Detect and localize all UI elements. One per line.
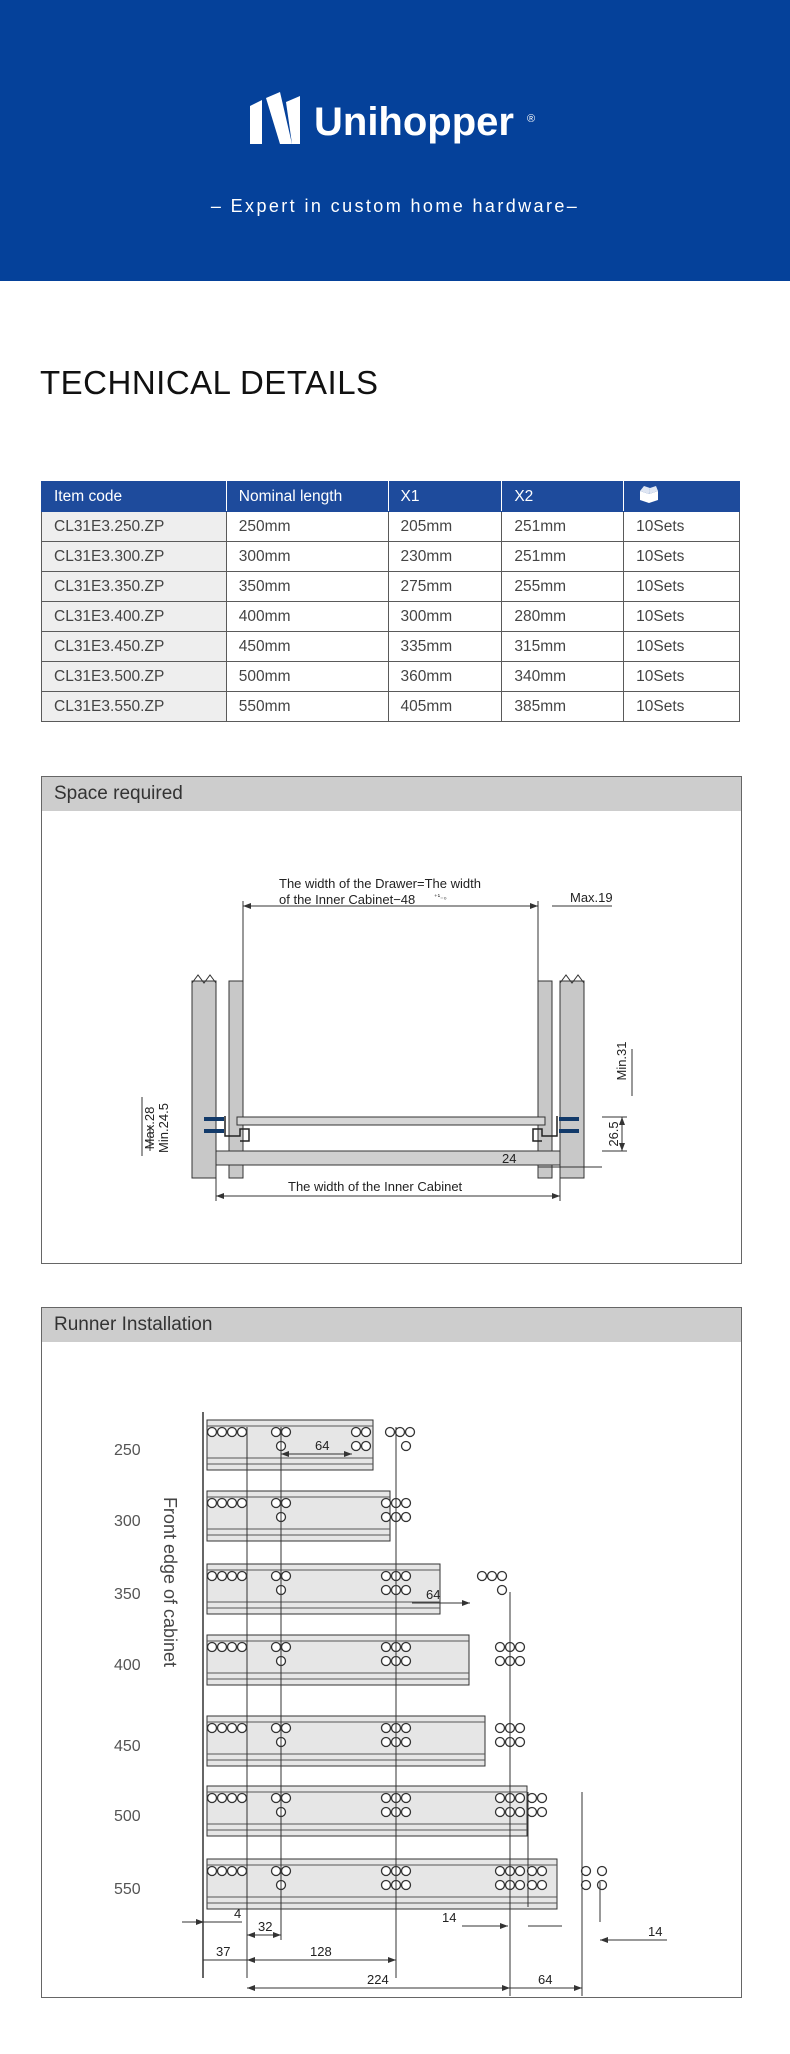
logo-mark-icon [250, 92, 300, 144]
cell-qty: 10Sets [624, 602, 740, 632]
cell-x1: 230mm [388, 542, 502, 572]
cell-qty: 10Sets [624, 692, 740, 722]
front-edge-label: Front edge of cabinet [160, 1496, 180, 1668]
mounting-hole-icon [238, 1428, 247, 1437]
mounting-hole-icon [538, 1808, 547, 1817]
dim-64b: 64 [426, 1587, 441, 1602]
col-package [624, 482, 740, 512]
mounting-hole-icon [282, 1643, 291, 1652]
d24-label: 24 [502, 1151, 517, 1166]
mounting-hole-icon [272, 1428, 281, 1437]
mounting-hole-icon [238, 1499, 247, 1508]
mounting-hole-icon [402, 1513, 411, 1522]
runner-length-label: 500 [114, 1808, 141, 1825]
cell-x2: 255mm [502, 572, 624, 602]
cell-qty: 10Sets [624, 662, 740, 692]
cell-nominal: 250mm [226, 512, 388, 542]
mounting-hole-icon [228, 1867, 237, 1876]
cell-nominal: 450mm [226, 632, 388, 662]
right-drawer-side [538, 981, 552, 1178]
mounting-hole-icon [218, 1572, 227, 1581]
mounting-hole-icon [528, 1867, 537, 1876]
cell-qty: 10Sets [624, 572, 740, 602]
mounting-hole-icon [538, 1881, 547, 1890]
mounting-hole-icon [402, 1881, 411, 1890]
dim-64a: 64 [315, 1438, 330, 1453]
cell-x2: 251mm [502, 542, 624, 572]
mounting-hole-icon [382, 1499, 391, 1508]
mounting-hole-icon [282, 1867, 291, 1876]
screw-icon [559, 1117, 579, 1121]
mounting-hole-icon [272, 1643, 281, 1652]
mounting-hole-icon [362, 1428, 371, 1437]
cell-code: CL31E3.250.ZP [42, 512, 227, 542]
mounting-hole-icon [516, 1794, 525, 1803]
mounting-hole-icon [496, 1794, 505, 1803]
max28-label: Max.28 [142, 1106, 157, 1150]
mounting-hole-icon [402, 1738, 411, 1747]
cell-x2: 251mm [502, 512, 624, 542]
runner-length-label: 550 [114, 1881, 141, 1898]
screw-icon [204, 1117, 224, 1121]
mounting-hole-icon [272, 1724, 281, 1733]
box-icon [636, 484, 662, 504]
mounting-hole-icon [228, 1724, 237, 1733]
cell-nominal: 350mm [226, 572, 388, 602]
screw-icon [559, 1129, 579, 1133]
runner-length-label: 350 [114, 1586, 141, 1603]
mounting-hole-icon [598, 1867, 607, 1876]
cell-code: CL31E3.400.ZP [42, 602, 227, 632]
mounting-hole-icon [528, 1794, 537, 1803]
mounting-hole-icon [382, 1808, 391, 1817]
page-title: TECHNICAL DETAILS [40, 364, 379, 401]
runner-length-label: 450 [114, 1738, 141, 1755]
mounting-hole-icon [238, 1867, 247, 1876]
runner-length-label: 300 [114, 1513, 141, 1530]
col-nominal-length: Nominal length [226, 482, 388, 512]
mounting-hole-icon [382, 1657, 391, 1666]
spec-table [41, 481, 740, 722]
mounting-hole-icon [538, 1867, 547, 1876]
col-item-code: Item code [42, 482, 227, 512]
mounting-hole-icon [218, 1428, 227, 1437]
cell-qty: 10Sets [624, 632, 740, 662]
dim-4: 4 [234, 1906, 242, 1921]
mounting-hole-icon [272, 1794, 281, 1803]
mounting-hole-icon [218, 1724, 227, 1733]
mounting-hole-icon [496, 1724, 505, 1733]
mounting-hole-icon [238, 1794, 247, 1803]
cell-code: CL31E3.300.ZP [42, 542, 227, 572]
cell-nominal: 300mm [226, 542, 388, 572]
table-row [42, 692, 740, 722]
mounting-hole-icon [516, 1881, 525, 1890]
mounting-hole-icon [218, 1794, 227, 1803]
mounting-hole-icon [208, 1428, 217, 1437]
mounting-hole-icon [208, 1867, 217, 1876]
mounting-hole-icon [496, 1657, 505, 1666]
cell-x2: 280mm [502, 602, 624, 632]
mounting-hole-icon [382, 1724, 391, 1733]
inner-cabinet-width-label: The width of the Inner Cabinet [288, 1179, 463, 1194]
mounting-hole-icon [382, 1643, 391, 1652]
mounting-hole-icon [402, 1794, 411, 1803]
cell-qty: 10Sets [624, 512, 740, 542]
dim-14a: 14 [442, 1910, 457, 1925]
mounting-hole-icon [352, 1442, 361, 1451]
cell-code: CL31E3.350.ZP [42, 572, 227, 602]
runner-length-label: 250 [114, 1442, 141, 1459]
mounting-hole-icon [402, 1657, 411, 1666]
mounting-hole-icon [272, 1499, 281, 1508]
mounting-hole-icon [402, 1572, 411, 1581]
mounting-hole-icon [402, 1808, 411, 1817]
space-diagram [42, 811, 741, 1262]
mounting-hole-icon [218, 1643, 227, 1652]
dim-14b: 14 [648, 1924, 663, 1939]
mounting-hole-icon [382, 1586, 391, 1595]
cell-x1: 205mm [388, 512, 502, 542]
mounting-hole-icon [582, 1867, 591, 1876]
runner-rail [207, 1635, 469, 1685]
cell-x2: 385mm [502, 692, 624, 722]
mounting-hole-icon [406, 1428, 415, 1437]
mounting-hole-icon [496, 1738, 505, 1747]
mounting-hole-icon [528, 1881, 537, 1890]
mounting-hole-icon [238, 1572, 247, 1581]
mounting-hole-icon [498, 1572, 507, 1581]
mounting-hole-icon [478, 1572, 487, 1581]
mounting-hole-icon [516, 1724, 525, 1733]
mounting-hole-icon [386, 1428, 395, 1437]
mounting-hole-icon [496, 1867, 505, 1876]
mounting-hole-icon [208, 1724, 217, 1733]
mounting-hole-icon [402, 1442, 411, 1451]
mounting-hole-icon [282, 1572, 291, 1581]
mounting-hole-icon [402, 1724, 411, 1733]
mounting-hole-icon [382, 1867, 391, 1876]
mounting-hole-icon [516, 1867, 525, 1876]
mounting-hole-icon [382, 1794, 391, 1803]
mounting-hole-icon [228, 1499, 237, 1508]
dim-224: 224 [367, 1972, 389, 1987]
tagline: – Expert in custom home hardware– [210, 196, 580, 216]
mounting-hole-icon [498, 1586, 507, 1595]
space-required-title: Space required [42, 777, 741, 811]
cell-x2: 315mm [502, 632, 624, 662]
table-row [42, 662, 740, 692]
mounting-hole-icon [208, 1572, 217, 1581]
right-cabinet-side [560, 981, 584, 1178]
d26-5-label: 26.5 [606, 1121, 621, 1147]
mounting-hole-icon [496, 1643, 505, 1652]
table-row [42, 632, 740, 662]
mounting-hole-icon [282, 1724, 291, 1733]
space-required-panel [41, 776, 742, 1264]
header-banner [0, 0, 790, 281]
mounting-hole-icon [402, 1586, 411, 1595]
cell-x2: 340mm [502, 662, 624, 692]
min24-5-label: Min.24.5 [156, 1103, 171, 1153]
table-row [42, 512, 740, 542]
mounting-hole-icon [382, 1738, 391, 1747]
min31-label: Min.31 [614, 1041, 629, 1081]
mounting-hole-icon [402, 1643, 411, 1652]
brand-name: Unihopper [314, 100, 514, 144]
runner-length-label: 400 [114, 1657, 141, 1674]
mounting-hole-icon [516, 1643, 525, 1652]
dim-37: 37 [216, 1944, 231, 1959]
drawer-bottom [237, 1117, 545, 1125]
runner-rail [207, 1716, 485, 1766]
mounting-hole-icon [528, 1808, 537, 1817]
mounting-hole-icon [516, 1657, 525, 1666]
mounting-hole-icon [362, 1442, 371, 1451]
mounting-hole-icon [598, 1881, 607, 1890]
mounting-hole-icon [402, 1867, 411, 1876]
cell-nominal: 550mm [226, 692, 388, 722]
cell-x1: 405mm [388, 692, 502, 722]
mounting-hole-icon [228, 1643, 237, 1652]
col-x2: X2 [502, 482, 624, 512]
runner-diagram [42, 1342, 741, 1996]
mounting-hole-icon [228, 1572, 237, 1581]
registered-mark: ® [527, 113, 536, 125]
mounting-hole-icon [538, 1794, 547, 1803]
mounting-hole-icon [496, 1881, 505, 1890]
mounting-hole-icon [352, 1428, 361, 1437]
cell-nominal: 500mm [226, 662, 388, 692]
table-header-row [42, 482, 740, 512]
runner-rail [207, 1786, 527, 1836]
cell-x1: 335mm [388, 632, 502, 662]
cell-code: CL31E3.500.ZP [42, 662, 227, 692]
mounting-hole-icon [402, 1499, 411, 1508]
cell-code: CL31E3.550.ZP [42, 692, 227, 722]
mounting-hole-icon [382, 1513, 391, 1522]
left-cabinet-side [192, 981, 216, 1178]
mounting-hole-icon [228, 1428, 237, 1437]
mounting-hole-icon [282, 1499, 291, 1508]
runner-installation-panel [41, 1307, 742, 1998]
mounting-hole-icon [396, 1428, 405, 1437]
cell-nominal: 400mm [226, 602, 388, 632]
mounting-hole-icon [272, 1572, 281, 1581]
dim-32: 32 [258, 1919, 273, 1934]
screw-icon [204, 1129, 224, 1133]
mounting-hole-icon [208, 1499, 217, 1508]
dim-64c: 64 [538, 1972, 553, 1987]
table-row [42, 602, 740, 632]
table-row [42, 572, 740, 602]
mounting-hole-icon [382, 1881, 391, 1890]
col-x1: X1 [388, 482, 502, 512]
mounting-hole-icon [238, 1724, 247, 1733]
runner-installation-title: Runner Installation [42, 1308, 741, 1342]
mounting-hole-icon [228, 1794, 237, 1803]
left-drawer-side [229, 981, 243, 1178]
table-row [42, 542, 740, 572]
mounting-hole-icon [516, 1738, 525, 1747]
cell-qty: 10Sets [624, 542, 740, 572]
brand-logo [0, 92, 790, 152]
mounting-hole-icon [516, 1808, 525, 1817]
drawer-width-line1: The width of the Drawer=The width [279, 876, 481, 891]
dim-128: 128 [310, 1944, 332, 1959]
mounting-hole-icon [582, 1881, 591, 1890]
cell-x1: 360mm [388, 662, 502, 692]
mounting-hole-icon [208, 1794, 217, 1803]
mounting-hole-icon [208, 1643, 217, 1652]
cell-x1: 300mm [388, 602, 502, 632]
cell-code: CL31E3.450.ZP [42, 632, 227, 662]
drawer-width-tolerance: ⁺¹₋₀ [434, 894, 447, 901]
mounting-hole-icon [238, 1643, 247, 1652]
cell-x1: 275mm [388, 572, 502, 602]
mounting-hole-icon [496, 1808, 505, 1817]
max19-label: Max.19 [570, 890, 613, 905]
mounting-hole-icon [218, 1867, 227, 1876]
mounting-hole-icon [282, 1794, 291, 1803]
drawer-width-line2: of the Inner Cabinet−48 [279, 892, 416, 907]
mounting-hole-icon [218, 1499, 227, 1508]
mounting-hole-icon [382, 1572, 391, 1581]
mounting-hole-icon [282, 1428, 291, 1437]
mounting-hole-icon [488, 1572, 497, 1581]
mounting-hole-icon [272, 1867, 281, 1876]
